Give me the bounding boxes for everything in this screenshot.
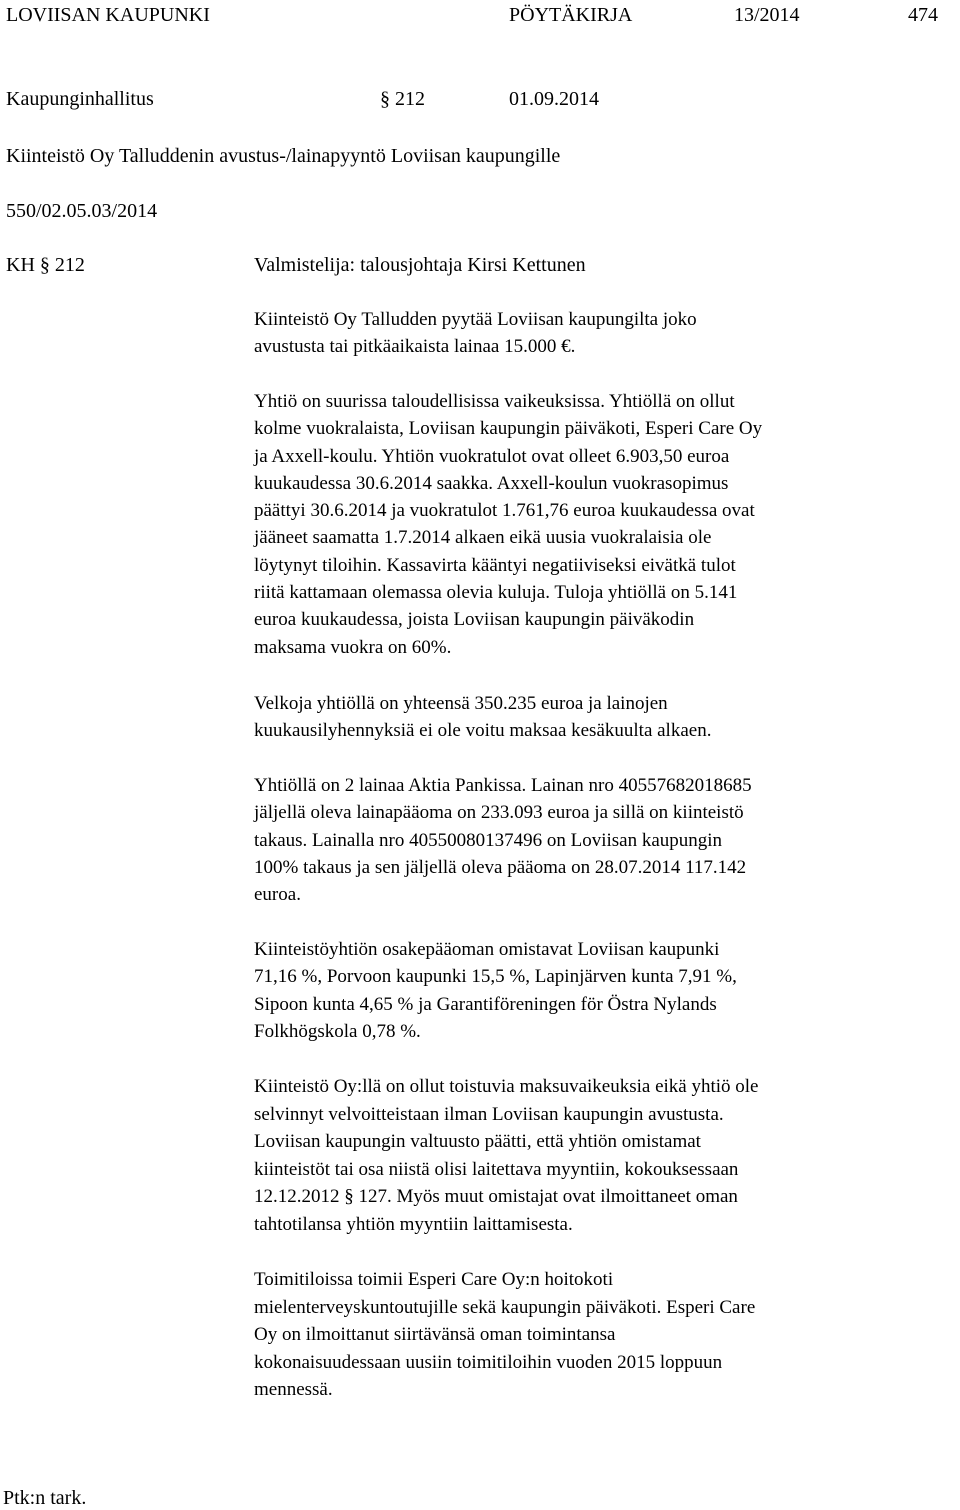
text-line: Toimitiloissa toimii Esperi Care Oy:n hoitokoti	[254, 1269, 614, 1290]
text-line: mennessä.	[254, 1379, 333, 1400]
meeting-date: 01.09.2014	[509, 88, 599, 110]
text-line: 71,16 %, Porvoon kaupunki 15,5 %, Lapinjärven kunta 7,91 %,	[254, 966, 737, 988]
header-page-number: 474	[908, 4, 938, 26]
paragraph-payment-history	[254, 1073, 758, 1238]
text-line: Velkoja yhtiöllä on yhteensä 350.235 euroa ja lainojen	[254, 693, 668, 714]
text-line: päättyi 30.6.2014 ja vuokratulot 1.761,76 euroa kuukaudessa ovat	[254, 500, 755, 522]
text-line: maksama vuokra on 60%.	[254, 636, 452, 658]
text-line: Loviisan kaupungin valtuusto päätti, että yhtiön omistamat	[254, 1131, 701, 1152]
header-doc-type: PÖYTÄKIRJA	[509, 4, 633, 26]
text-line: löytynyt tiloihin. Kassavirta kääntyi negatiiviseksi eivätkä tulot	[254, 554, 736, 576]
paragraph-request	[254, 306, 697, 361]
text-line: kuukausilyhennyksiä ei ole voitu maksaa kesäkuulta alkaen.	[254, 720, 712, 742]
text-line: Oy on ilmoittanut siirtävänsä oman toimintansa	[254, 1324, 616, 1345]
text-line: euroa.	[254, 884, 301, 906]
reference-number: 550/02.05.03/2014	[6, 200, 158, 222]
text-line: Kiinteistöyhtiön osakepääoman omistavat Loviisan kaupunki	[254, 939, 720, 960]
paragraph-financial-difficulties	[254, 388, 762, 661]
text-line: Yhtiöllä on 2 lainaa Aktia Pankissa. Lainan nro 40557682018685	[254, 775, 752, 796]
text-line: 12.12.2012 § 127. Myös muut omistajat ovat ilmoittaneet oman	[254, 1186, 738, 1207]
text-line: mielenterveyskuntoutujille sekä kaupungin päiväkoti. Esperi Care	[254, 1296, 756, 1318]
text-line: avustusta tai pitkäaikaista lainaa 15.000 €.	[254, 336, 576, 358]
text-line: riitä kattamaan olemassa olevia kuluja. Tuloja yhtiöllä on 5.141	[254, 582, 738, 604]
text-line: jääneet saamatta 1.7.2014 alkaen eikä uusia vuokralaisia ole	[254, 527, 712, 549]
text-line: ja Axxell-koulu. Yhtiön vuokratulot ovat olleet 6.903,50 euroa	[254, 445, 730, 467]
text-line: tahtotilansa yhtiön myyntiin laittamisesta.	[254, 1213, 573, 1235]
meeting-body: Kaupunginhallitus	[6, 88, 154, 110]
text-line: takaus. Lainalla nro 40550080137496 on Loviisan kaupungin	[254, 829, 723, 851]
text-line: Sipoon kunta 4,65 % ja Garantiföreningen för Östra Nylands	[254, 993, 717, 1015]
header-org: LOVIISAN KAUPUNKI	[6, 4, 210, 26]
text-line: kiinteistöt tai osa niistä olisi laitettava myyntiin, kokouksessaan	[254, 1158, 739, 1180]
text-line: Kiinteistö Oy Talludden pyytää Loviisan kaupungilta joko	[254, 309, 697, 330]
text-line: 100% takaus ja sen jäljellä oleva pääoma on 28.07.2014 117.142	[254, 856, 747, 878]
text-line: Folkhögskola 0,78 %.	[254, 1020, 421, 1042]
paragraph-loans	[254, 772, 752, 908]
meeting-section: § 212	[380, 88, 425, 110]
document-title: Kiinteistö Oy Talluddenin avustus-/lainapyyntö Loviisan kaupungille	[6, 145, 561, 167]
header-number: 13/2014	[734, 4, 800, 26]
text-line: kuukaudessa 30.6.2014 saakka. Axxell-koulun vuokrasopimus	[254, 472, 729, 494]
item-label: KH § 212	[6, 254, 85, 276]
text-line: kolme vuokralaista, Loviisan kaupungin päiväkoti, Esperi Care Oy	[254, 418, 763, 440]
paragraph-debts	[254, 690, 711, 745]
paragraph-tenants	[254, 1266, 755, 1404]
preparer: Valmistelija: talousjohtaja Kirsi Kettunen	[254, 254, 586, 276]
text-line: euroa kuukaudessa, joista Loviisan kaupungin päiväkodin	[254, 609, 695, 631]
paragraph-ownership	[254, 936, 737, 1045]
text-line: selvinnyt velvoitteistaan ilman Loviisan kaupungin avustusta.	[254, 1103, 724, 1125]
text-line: kokonaisuudessaan uusiin toimitiloihin vuoden 2015 loppuun	[254, 1351, 723, 1373]
text-line: Yhtiö on suurissa taloudellisissa vaikeuksissa. Yhtiöllä on ollut	[254, 391, 735, 412]
text-line: Kiinteistö Oy:llä on ollut toistuvia maksuvaikeuksia eikä yhtiö ole	[254, 1076, 759, 1097]
footer-review-note: Ptk:n tark.	[3, 1487, 87, 1509]
text-line: jäljellä oleva lainapääoma on 233.093 euroa ja sillä on kiinteistö	[254, 802, 744, 824]
